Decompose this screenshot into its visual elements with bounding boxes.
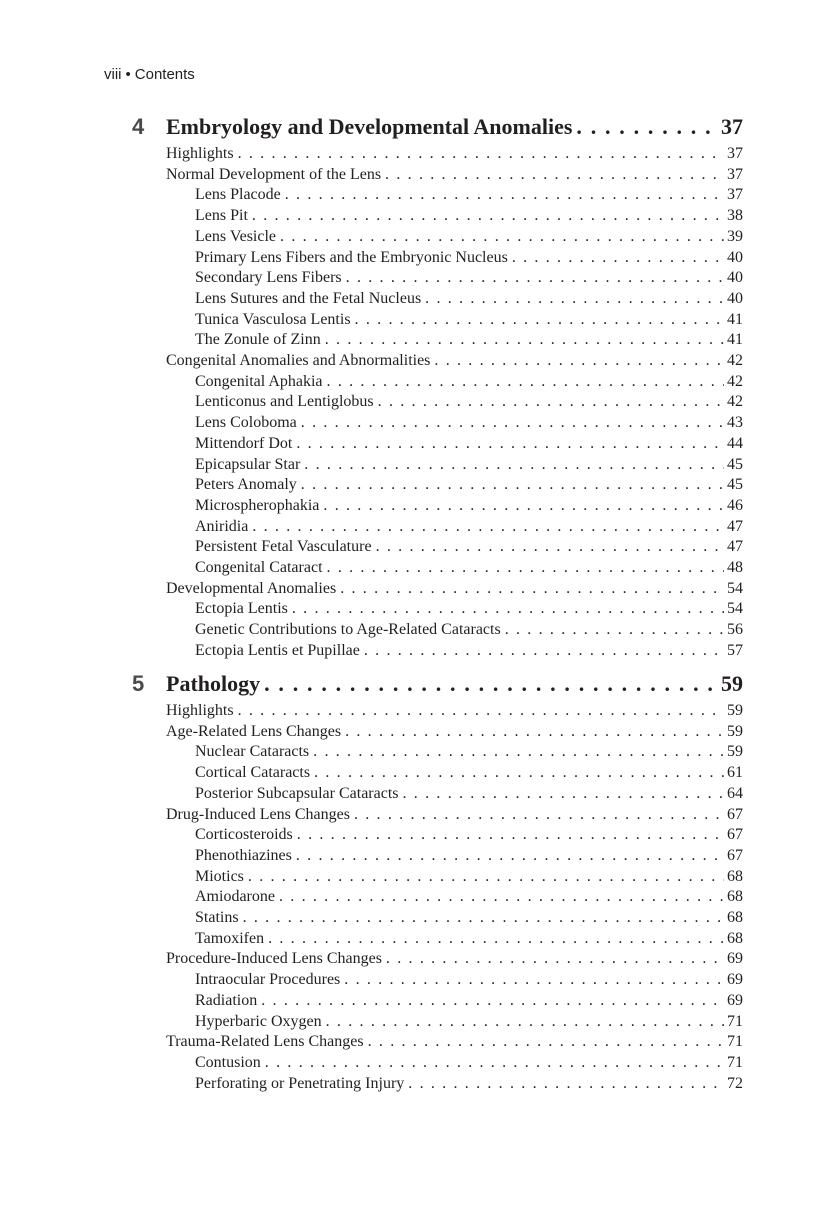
page-number: 42 <box>727 372 743 390</box>
chapter-heading[interactable] <box>166 114 743 140</box>
toc-subsection-entry[interactable] <box>195 825 743 846</box>
toc-subsection-entry[interactable] <box>195 372 743 393</box>
dot-leader <box>327 558 724 579</box>
page-number: 72 <box>727 1074 743 1092</box>
dot-leader <box>326 1012 724 1033</box>
page-number: 69 <box>727 991 743 1009</box>
toc-subsection-entry[interactable] <box>195 517 743 538</box>
page-number: 37 <box>727 145 743 162</box>
dot-leader <box>279 887 724 908</box>
entry-title: Normal Development of the Lens <box>166 165 382 183</box>
page-number: 68 <box>727 929 743 947</box>
entry-title: Contusion <box>195 1053 261 1071</box>
entry-title: Drug-Induced Lens Changes <box>166 805 350 823</box>
page-number: 59 <box>727 743 743 761</box>
entry-title: Ectopia Lentis <box>195 600 288 618</box>
toc-subsection-entry[interactable] <box>195 742 743 763</box>
dot-leader <box>252 206 724 227</box>
dot-leader <box>280 227 724 248</box>
entry-title: Cortical Cataracts <box>195 764 311 782</box>
page-number: 39 <box>727 227 743 245</box>
page-number: 40 <box>727 248 743 266</box>
dot-leader <box>345 722 724 743</box>
toc-subsection-entry[interactable] <box>195 289 743 310</box>
page-number: 42 <box>727 352 743 369</box>
chapter-title: Pathology <box>166 671 261 696</box>
toc-subsection-entry[interactable] <box>195 1074 743 1095</box>
entry-title: Miotics <box>195 867 244 885</box>
toc-subsection-entry[interactable] <box>195 763 743 784</box>
dot-leader <box>248 867 724 888</box>
page-number: 40 <box>727 269 743 287</box>
toc-subsection-entry[interactable] <box>195 784 743 805</box>
dot-leader <box>368 1032 724 1053</box>
toc-subsection-entry[interactable] <box>195 558 743 579</box>
entry-title: Congenital Anomalies and Abnormalities <box>166 352 431 369</box>
entry-title: Perforating or Penetrating Injury <box>195 1074 405 1092</box>
page-number: 67 <box>727 805 743 823</box>
dot-leader <box>285 185 724 206</box>
toc-subsection-entry[interactable] <box>195 887 743 908</box>
page-number: 69 <box>727 971 743 989</box>
entry-title: Intraocular Procedures <box>195 971 341 989</box>
page-number: 57 <box>727 641 743 659</box>
toc-section-entry[interactable] <box>166 351 743 372</box>
dot-leader <box>327 372 724 393</box>
page-number: 43 <box>727 414 743 432</box>
page-number: 68 <box>727 888 743 906</box>
toc-subsection-entry[interactable] <box>195 496 743 517</box>
toc-section-entry[interactable] <box>166 1032 743 1053</box>
page-number: 59 <box>727 722 743 740</box>
page-number: 68 <box>727 867 743 885</box>
entry-title: Statins <box>195 909 239 926</box>
toc-subsection-entry[interactable] <box>195 929 743 950</box>
dot-leader <box>296 846 724 867</box>
page-number: 68 <box>727 909 743 926</box>
dot-leader <box>301 475 724 496</box>
page-number: 61 <box>727 764 743 782</box>
entry-title: Genetic Contributions to Age-Related Cataracts <box>195 621 501 639</box>
page-number: 59 <box>721 671 743 696</box>
dot-leader <box>268 929 724 950</box>
toc-subsection-entry[interactable] <box>195 1053 743 1074</box>
toc-section-entry[interactable] <box>166 722 743 743</box>
dot-leader <box>354 805 724 826</box>
dot-leader <box>340 579 724 600</box>
entry-title: Congenital Aphakia <box>195 372 323 390</box>
page-number: 69 <box>727 950 743 968</box>
toc-section-entry[interactable] <box>166 144 743 165</box>
toc-subsection-entry[interactable] <box>195 434 743 455</box>
entry-title: Amiodarone <box>195 888 275 906</box>
dot-leader <box>576 114 718 140</box>
dot-leader <box>313 742 724 763</box>
page-number: 44 <box>727 434 743 452</box>
toc-subsection-entry[interactable] <box>195 867 743 888</box>
toc-subsection-entry[interactable] <box>195 330 743 351</box>
dot-leader <box>408 1074 724 1095</box>
toc-subsection-entry[interactable] <box>195 537 743 558</box>
page-number: 41 <box>727 310 743 328</box>
page-number: 40 <box>727 289 743 307</box>
page-number: 71 <box>727 1012 743 1030</box>
toc-subsection-entry[interactable] <box>195 413 743 434</box>
toc-subsection-entry[interactable] <box>195 455 743 476</box>
dot-leader <box>297 825 724 846</box>
dot-leader <box>292 599 724 620</box>
page-number: 67 <box>727 826 743 844</box>
toc-subsection-entry[interactable] <box>195 846 743 867</box>
folio: viii <box>104 66 122 83</box>
toc-subsection-entry[interactable] <box>195 185 743 206</box>
entry-title: Congenital Cataract <box>195 559 323 576</box>
entry-title: Ectopia Lentis et Pupillae <box>195 641 360 659</box>
toc-section-entry[interactable] <box>166 165 743 186</box>
dot-leader <box>323 496 724 517</box>
entry-title: The Zonule of Zinn <box>195 331 321 349</box>
entry-title: Mittendorf Dot <box>195 434 293 452</box>
toc-section-entry[interactable] <box>166 805 743 826</box>
separator-bullet: • <box>125 66 131 83</box>
toc-subsection-entry[interactable] <box>195 268 743 289</box>
dot-leader <box>378 392 724 413</box>
entry-title: Aniridia <box>195 517 249 535</box>
entry-title: Procedure-Induced Lens Changes <box>166 950 382 968</box>
toc-subsection-entry[interactable] <box>195 599 743 620</box>
entry-title: Lens Vesicle <box>195 227 277 245</box>
page-number: 47 <box>727 538 743 556</box>
page-number: 67 <box>727 846 743 864</box>
dot-leader <box>304 455 724 476</box>
dot-leader <box>376 537 724 558</box>
page-number: 71 <box>727 1033 743 1051</box>
dot-leader <box>265 1053 724 1074</box>
entry-title: Developmental Anomalies <box>166 579 337 597</box>
page-number: 38 <box>727 207 743 225</box>
page-number: 37 <box>727 186 743 204</box>
page-number: 41 <box>727 331 743 349</box>
entry-title: Hyperbaric Oxygen <box>195 1012 322 1030</box>
dot-leader <box>325 330 724 351</box>
page-number: 54 <box>727 600 743 618</box>
dot-leader <box>364 641 724 662</box>
entry-title: Tamoxifen <box>195 929 265 947</box>
entry-title: Lens Coloboma <box>195 414 297 432</box>
toc-subsection-entry[interactable] <box>195 970 743 991</box>
toc-section-entry[interactable] <box>166 949 743 970</box>
entry-title: Lens Placode <box>195 186 281 204</box>
entry-title: Lens Pit <box>195 207 248 225</box>
toc-section-entry[interactable] <box>166 701 743 722</box>
chapter-number: 4 <box>132 114 145 139</box>
entry-title: Persistent Fetal Vasculature <box>195 538 372 556</box>
dot-leader <box>385 165 724 186</box>
page-number: 45 <box>727 476 743 494</box>
dot-leader <box>512 248 724 269</box>
entry-title: Phenothiazines <box>195 846 292 864</box>
page-number: 37 <box>727 165 743 183</box>
entry-title: Peters Anomaly <box>195 476 297 494</box>
page-number: 56 <box>727 621 743 639</box>
entry-title: Posterior Subcapsular Cataracts <box>195 784 399 802</box>
chapter-number: 5 <box>132 671 145 696</box>
dot-leader <box>238 144 724 165</box>
page-number: 42 <box>727 393 743 411</box>
page-number: 37 <box>721 114 743 139</box>
entry-title: Corticosteroids <box>195 826 293 844</box>
page-number: 64 <box>727 784 743 802</box>
entry-title: Lenticonus and Lentiglobus <box>195 393 374 411</box>
entry-title: Lens Sutures and the Fetal Nucleus <box>195 289 422 307</box>
toc-subsection-entry[interactable] <box>195 227 743 248</box>
page-number: 46 <box>727 496 743 514</box>
page-number: 45 <box>727 455 743 473</box>
entry-title: Secondary Lens Fibers <box>195 269 342 287</box>
dot-leader <box>264 671 718 697</box>
dot-leader <box>252 517 724 538</box>
toc-subsection-entry[interactable] <box>195 641 743 662</box>
page-number: 71 <box>727 1053 743 1071</box>
entry-title: Age-Related Lens Changes <box>166 722 342 740</box>
dot-leader <box>314 763 724 784</box>
toc-subsection-entry[interactable] <box>195 392 743 413</box>
toc-subsection-entry[interactable] <box>195 475 743 496</box>
entry-title: Tunica Vasculosa Lentis <box>195 310 351 328</box>
entry-title: Trauma-Related Lens Changes <box>166 1033 364 1051</box>
chapter-title: Embryology and Developmental Anomalies <box>166 114 573 139</box>
dot-leader <box>434 351 724 372</box>
toc-subsection-entry[interactable] <box>195 206 743 227</box>
page-number: 54 <box>727 579 743 597</box>
entry-title: Nuclear Cataracts <box>195 743 310 761</box>
running-head-label: Contents <box>134 66 195 83</box>
entry-title: Highlights <box>166 145 234 162</box>
toc-subsection-entry[interactable] <box>195 908 743 929</box>
entry-title: Highlights <box>166 702 234 719</box>
dot-leader <box>505 620 724 641</box>
toc-subsection-entry[interactable] <box>195 248 743 269</box>
page-number: 47 <box>727 517 743 535</box>
toc-subsection-entry[interactable] <box>195 991 743 1012</box>
toc-section-entry[interactable] <box>166 579 743 600</box>
dot-leader <box>301 413 724 434</box>
page-number: 48 <box>727 559 743 576</box>
dot-leader <box>346 268 724 289</box>
dot-leader <box>355 310 724 331</box>
toc-subsection-entry[interactable] <box>195 1012 743 1033</box>
dot-leader <box>238 701 724 722</box>
page-number: 59 <box>727 702 743 719</box>
dot-leader <box>425 289 724 310</box>
dot-leader <box>296 434 724 455</box>
dot-leader <box>261 991 724 1012</box>
chapter-heading[interactable] <box>166 671 743 697</box>
dot-leader <box>403 784 725 805</box>
dot-leader <box>243 908 724 929</box>
dot-leader <box>344 970 724 991</box>
toc-subsection-entry[interactable] <box>195 620 743 641</box>
toc-subsection-entry[interactable] <box>195 310 743 331</box>
entry-title: Radiation <box>195 991 258 1009</box>
dot-leader <box>386 949 724 970</box>
running-head <box>104 66 195 83</box>
entry-title: Primary Lens Fibers and the Embryonic Nucleus <box>195 248 508 266</box>
entry-title: Epicapsular Star <box>195 455 301 473</box>
entry-title: Microspherophakia <box>195 496 320 514</box>
